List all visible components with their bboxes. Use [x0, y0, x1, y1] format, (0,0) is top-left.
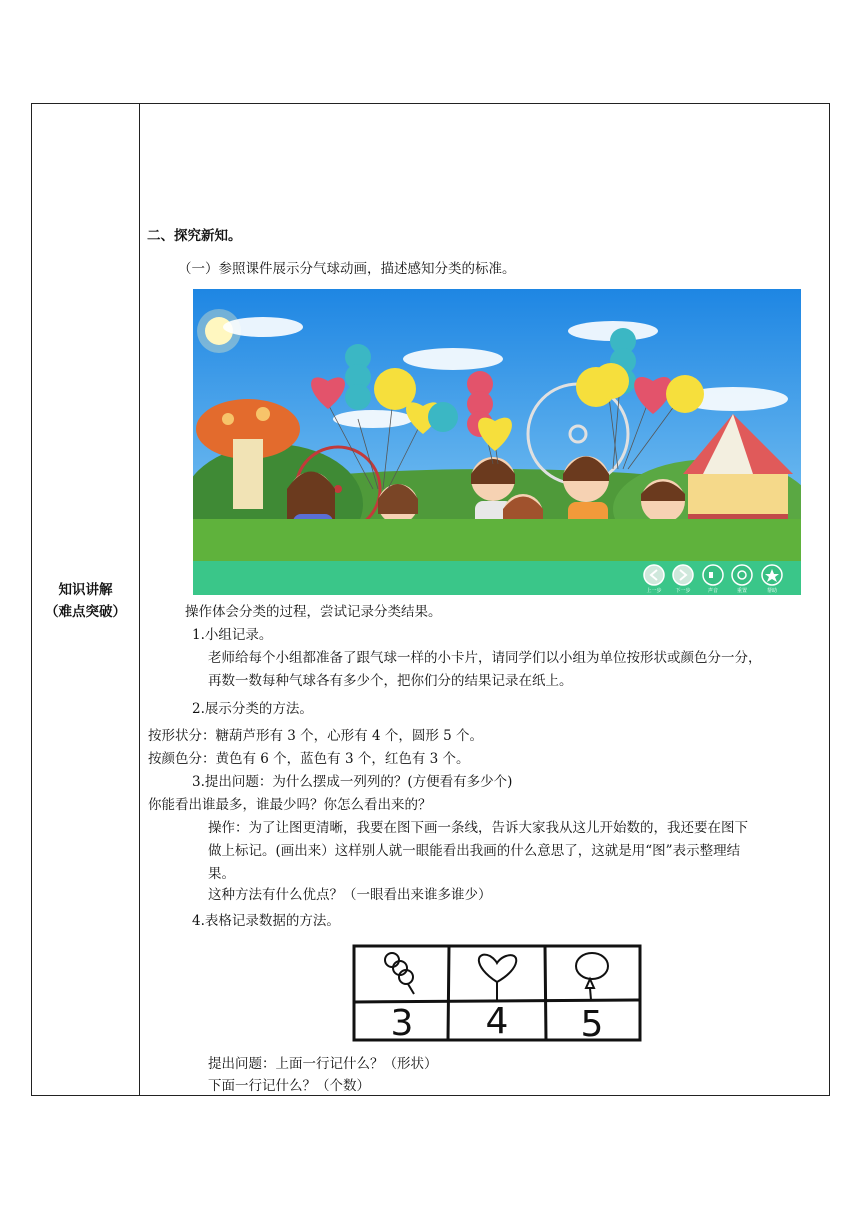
count-round: 5	[580, 1004, 604, 1044]
heart-shape-icon	[479, 955, 516, 982]
row-label-line1: 知识讲解	[58, 582, 113, 598]
count-heart: 4	[485, 1001, 509, 1042]
operation-intro: 操作体会分类的过程，尝试记录分类结果。	[185, 604, 442, 620]
question-bottom-row: 下面一行记什么？（个数）	[208, 1078, 370, 1094]
step1-text-line1: 老师给每个小组都准备了跟气球一样的小卡片，请同学们以小组为单位按形状或颜色分一分，	[208, 650, 762, 666]
nav-label-next: 下一步	[675, 588, 691, 594]
count-candied-gourd: 3	[390, 1003, 414, 1044]
candied-gourd-shape-icon	[385, 953, 414, 994]
by-color-result: 按颜色分：黄色有 6 个，蓝色有 3 个，红色有 3 个。	[148, 751, 470, 767]
nav-label-reset: 重置	[736, 588, 748, 594]
by-shape-result: 按形状分：糖葫芦形有 3 个，心形有 4 个，圆形 5 个。	[148, 728, 484, 744]
operation-line3: 果。	[208, 866, 235, 882]
question-most-least: 你能看出谁最多，谁最少吗？你怎么看出来的？	[148, 797, 432, 813]
balloon-illustration	[193, 289, 801, 595]
round-shape-icon	[576, 953, 608, 1000]
section-title: 二、探究新知。	[147, 228, 242, 244]
step1-text-line2: 再数一数每种气球各有多少个，把你们分的结果记录在纸上。	[208, 673, 573, 689]
question-top-row: 提出问题：上面一行记什么？（形状）	[208, 1056, 438, 1072]
column-divider	[139, 104, 140, 1095]
step4-title: 4.表格记录数据的方法。	[192, 913, 340, 929]
record-table	[350, 944, 642, 1044]
step3-title: 3.提出问题：为什么摆成一列列的？(方便看有多少个)	[192, 774, 513, 790]
next-step-icon[interactable]	[673, 565, 693, 585]
nav-label-sound: 声音	[707, 588, 719, 594]
nav-label-help: 帮助	[766, 588, 778, 594]
operation-line1: 操作：为了让图更清晰，我要在图下画一条线，告诉大家我从这儿开始数的，我还要在图下	[208, 820, 748, 836]
prev-step-icon[interactable]	[644, 565, 664, 585]
row-label-line2: （难点突破）	[45, 604, 126, 620]
sub-heading: （一）参照课件展示分气球动画，描述感知分类的标准。	[178, 261, 516, 277]
row-label	[32, 579, 139, 623]
step1-title: 1.小组记录。	[192, 627, 273, 643]
nav-label-prev: 上一步	[646, 588, 662, 594]
operation-line2: 做上标记。(画出来）这样别人就一眼能看出我画的什么意思了，这就是用“图”表示整理结	[208, 843, 741, 859]
advantage-question: 这种方法有什么优点？（一眼看出来谁多谁少）	[208, 887, 492, 903]
step2-title: 2.展示分类的方法。	[192, 701, 313, 717]
reset-icon[interactable]	[732, 565, 752, 585]
